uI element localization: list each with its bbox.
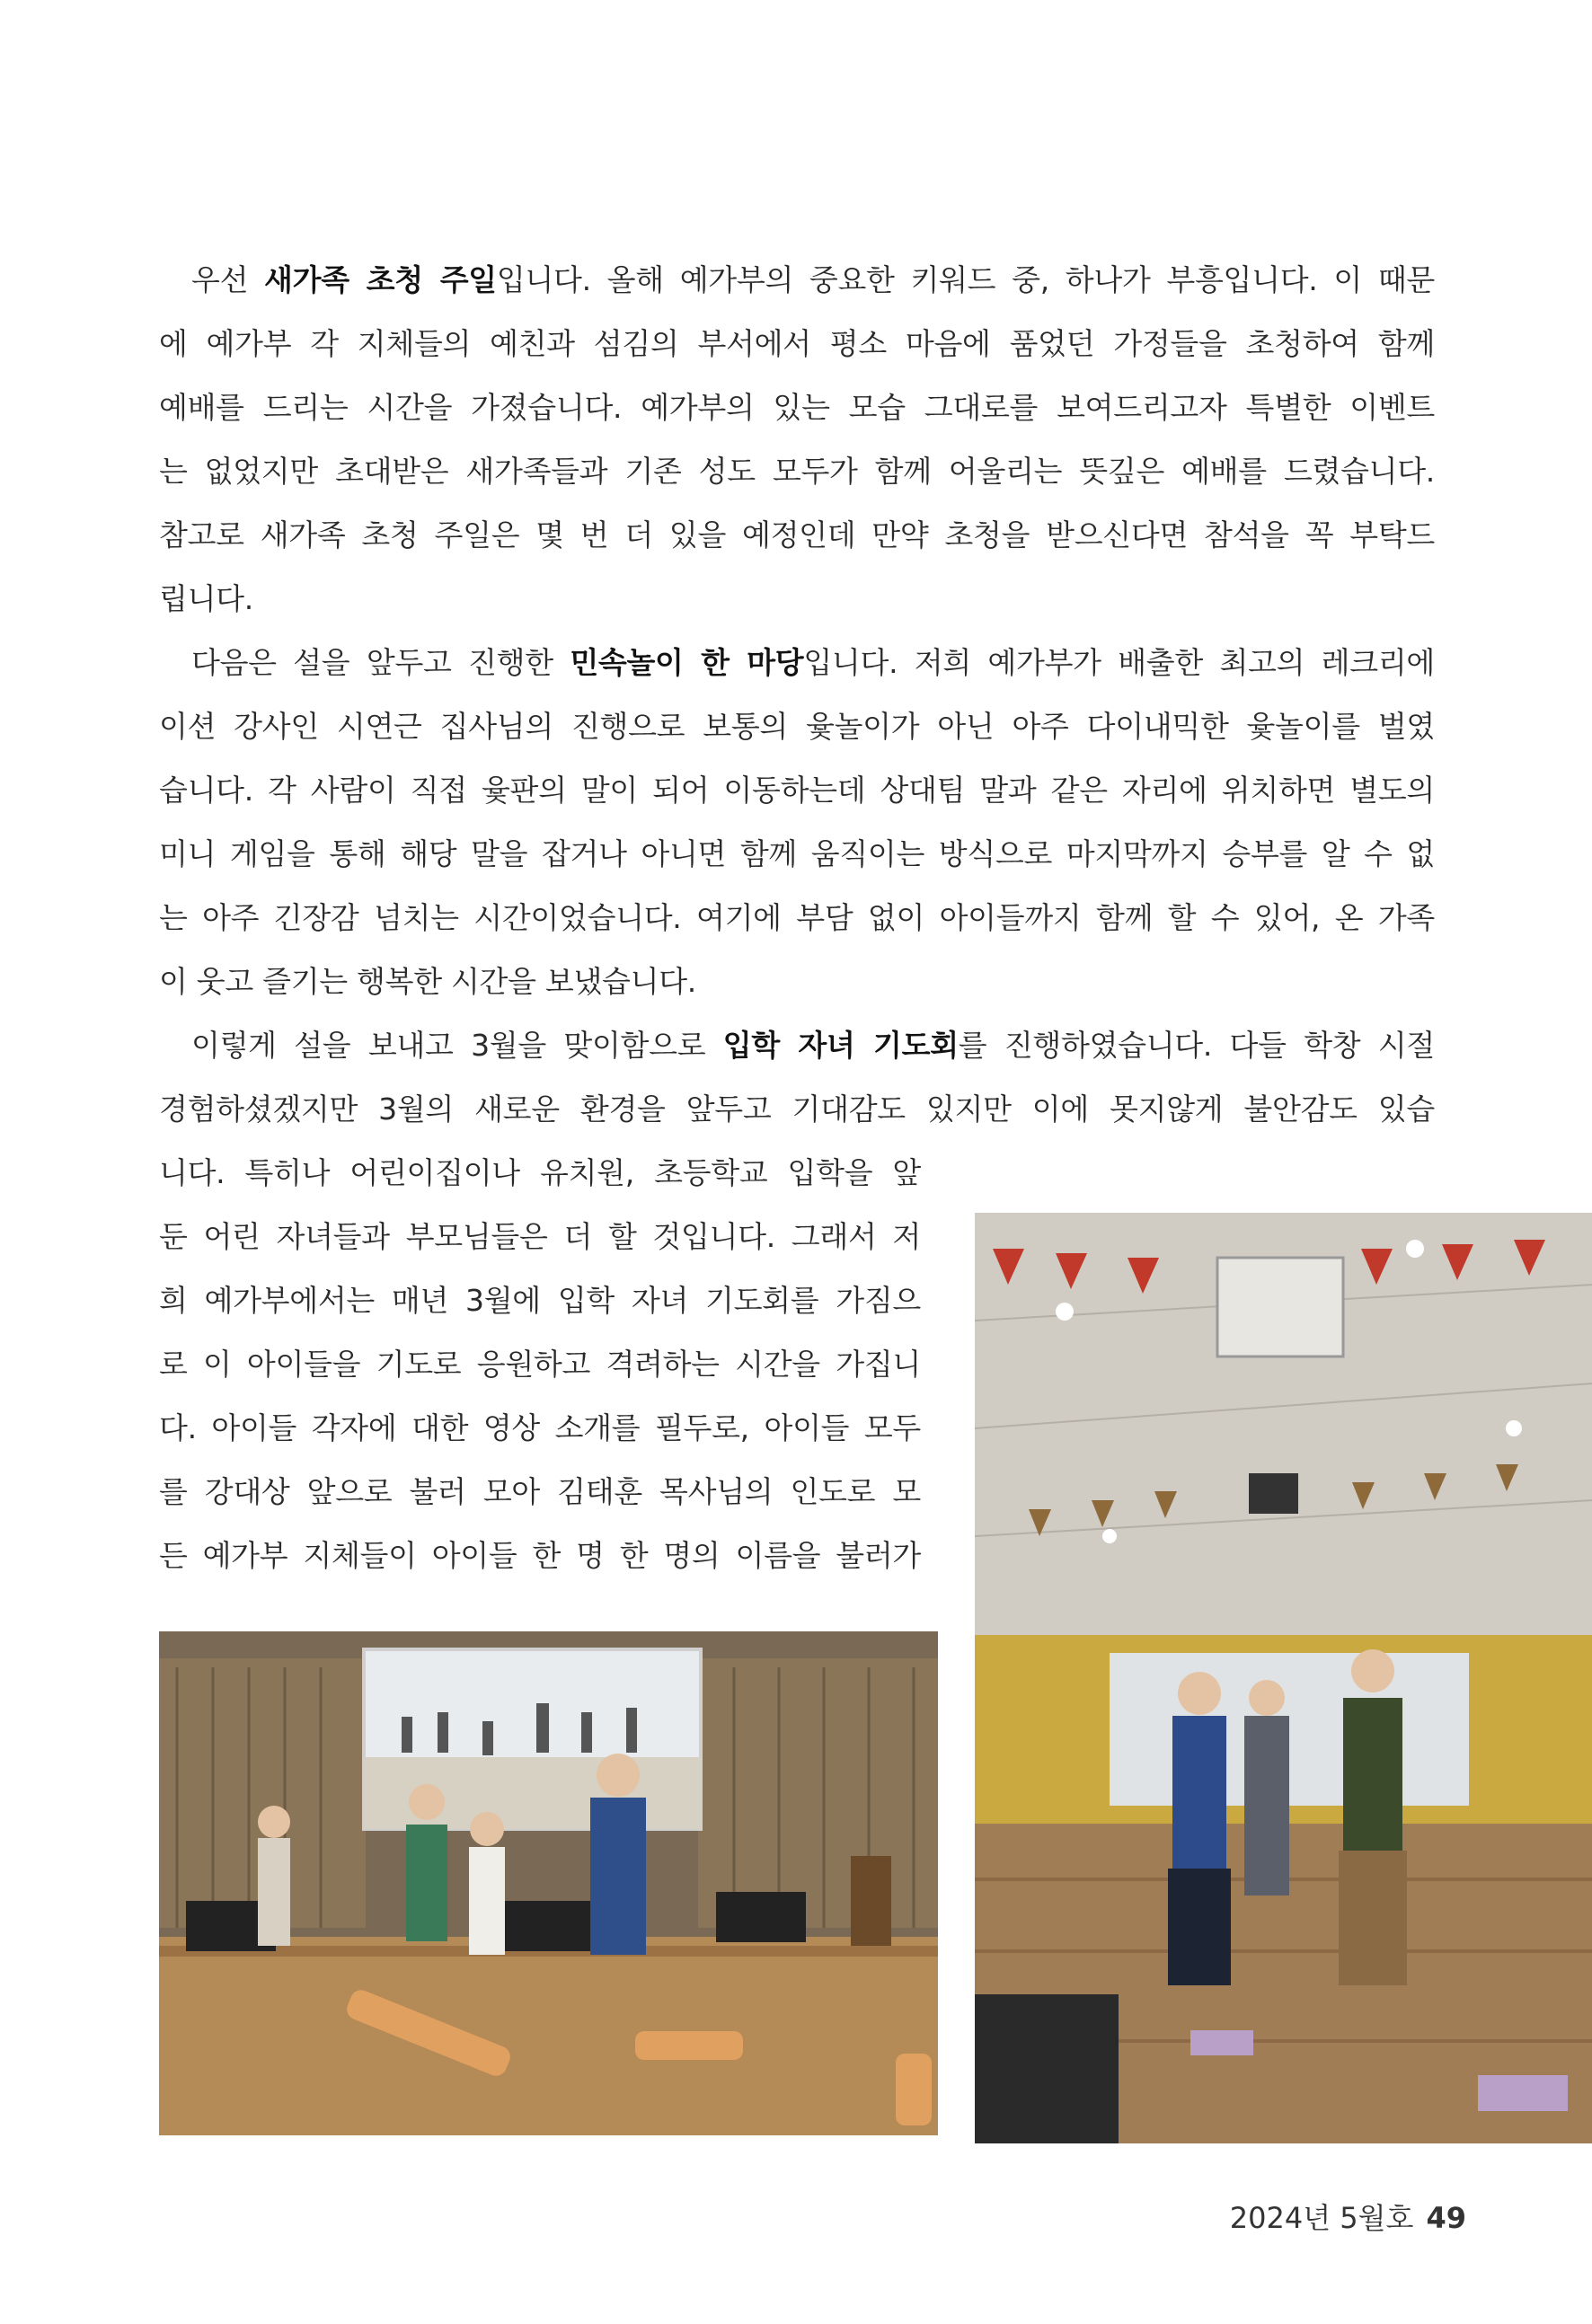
body-text-line: 든 예가부 지체들이 아이들 한 명 한 명의 이름을 불러가 [159, 1538, 921, 1573]
body-text-line: 이렇게 설을 보내고 3월을 맞이함으로 입학 자녀 기도회를 진행하였습니다. 다들 학창 시절 [191, 1028, 1435, 1063]
page-number: 49 [1426, 2201, 1466, 2235]
photo-stage-children [159, 1631, 938, 2135]
body-text-line: 는 없었지만 초대받은 새가족들과 기존 성도 모두가 함께 어울리는 뜻깊은 예배를 드렸습니다. [159, 454, 1435, 489]
body-text-line: 다음은 설을 앞두고 진행한 민속놀이 한 마당입니다. 저희 예가부가 배출한 최고의 레크리에 [191, 645, 1435, 680]
body-text-line: 예배를 드리는 시간을 가졌습니다. 예가부의 있는 모습 그대로를 보여드리고자 특별한 이벤트 [159, 390, 1435, 425]
body-text-line: 에 예가부 각 지체들의 예친과 섬김의 부서에서 평소 마음에 품었던 가정들을 초청하여 함께 [159, 326, 1435, 361]
photo-yut-game [975, 1213, 1592, 2143]
body-text-line: 둔 어린 자녀들과 부모님들은 더 할 것입니다. 그래서 저 [159, 1219, 921, 1254]
body-text-line: 니다. 특히나 어린이집이나 유치원, 초등학교 입학을 앞 [159, 1155, 921, 1190]
highlight-new-family-sunday: 새가족 초청 주일 [264, 262, 497, 297]
body-text-line: 립니다. [159, 581, 253, 616]
body-text-line: 이션 강사인 시연근 집사님의 진행으로 보통의 윷놀이가 아닌 아주 다이내믹한 윷놀이를 벌였 [159, 709, 1435, 744]
body-text-line: 참고로 새가족 초청 주일은 몇 번 더 있을 예정인데 만약 초청을 받으신다면 참석을 꼭 부탁드 [159, 517, 1435, 552]
body-text-line: 를 강대상 앞으로 불러 모아 김태훈 목사님의 인도로 모 [159, 1474, 921, 1509]
body-text-line: 습니다. 각 사람이 직접 윷판의 말이 되어 이동하는데 상대팀 말과 같은 자리에 위치하면 별도의 [159, 773, 1435, 808]
highlight-prayer-meeting: 입학 자녀 기도회 [722, 1028, 959, 1063]
body-text-line: 이 웃고 즐기는 행복한 시간을 보냈습니다. [159, 964, 696, 999]
body-text-line: 는 아주 긴장감 넘치는 시간이었습니다. 여기에 부담 없이 아이들까지 함께 할 수 있어, 온 가족 [159, 900, 1435, 935]
body-text-line: 우선 새가족 초청 주일입니다. 올해 예가부의 중요한 키워드 중, 하나가 부흥입니다. 이 때문 [191, 262, 1435, 297]
body-text-line: 로 이 아이들을 기도로 응원하고 격려하는 시간을 가집니 [159, 1347, 921, 1382]
body-text-line: 미니 게임을 통해 해당 말을 잡거나 아니면 함께 움직이는 방식으로 마지막까지 승부를 알 수 없 [159, 836, 1435, 871]
body-text-line: 경험하셨겠지만 3월의 새로운 환경을 앞두고 기대감도 있지만 이에 못지않게 불안감도 있습 [159, 1091, 1435, 1127]
issue-label: 2024년 5월호 [1229, 2201, 1414, 2235]
body-text-line: 희 예가부에서는 매년 3월에 입학 자녀 기도회를 가짐으 [159, 1283, 921, 1318]
highlight-folk-game: 민속놀이 한 마당 [570, 645, 804, 680]
page-footer [1230, 2196, 1466, 2237]
body-text-line: 다. 아이들 각자에 대한 영상 소개를 필두로, 아이들 모두 [159, 1410, 921, 1445]
